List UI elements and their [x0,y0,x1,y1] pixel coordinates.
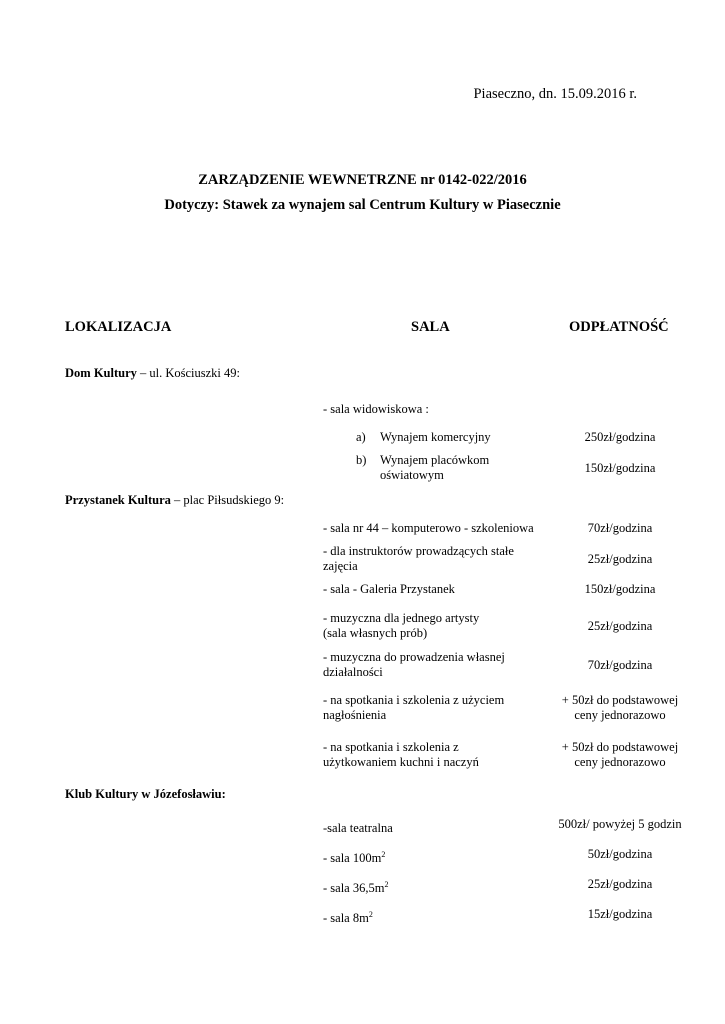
sub-option: Wynajem komercyjny [380,430,491,444]
location-name: Przystanek Kultura [65,493,171,507]
price: 70zł/godzina [587,658,653,672]
price: 70zł/godzina [587,521,653,535]
price: 15zł/godzina [587,907,653,921]
price: + 50zł do podstawowej ceny jednorazowo [561,740,679,769]
room-item: - muzyczna dla jednego artysty (sala własnych prób) [323,611,480,640]
sub-letter: a) [356,430,366,444]
location-address: – ul. Kościuszki 49: [136,366,240,380]
header-fee: ODPŁATNOŚĆ [569,319,669,335]
price: 25zł/godzina [587,552,653,566]
room-sala-widowiskowa: - sala widowiskowa : [323,402,429,416]
location-klub-kultury [65,787,226,802]
document-subtitle: Dotyczy: Stawek za wynajem sal Centrum Kultury w Piasecznie [164,197,561,213]
document-title: ZARZĄDZENIE WEWNETRZNE nr 0142-022/2016 [198,172,527,188]
location-name: Klub Kultury w Józefosławiu: [65,787,226,801]
location-przystanek-kultura [65,493,284,508]
price: 50zł/godzina [587,847,653,861]
price: + 50zł do podstawowej ceny jednorazowo [561,693,679,722]
room-item: - sala $8m^2$ [323,910,373,926]
room-item: - dla instruktorów prowadzących stałe zajęcia [323,544,514,573]
price: 150zł/godzina [584,582,656,596]
price: 150zł/godzina [584,461,656,475]
price: 250zł/godzina [584,430,656,444]
sub-option: Wynajem placówkom oświatowym [380,453,490,482]
document-date: Piaseczno, dn. 15.09.2016 r. [473,86,637,102]
location-dom-kultury [65,366,240,381]
header-location: LOKALIZACJA [65,319,172,335]
price: 25zł/godzina [587,877,653,891]
room-item: - sala $100m^2$ [323,850,386,866]
room-item: - na spotkania i szkolenia z użyciem nagłośnienia [323,693,505,722]
room-item: - na spotkania i szkolenia z użytkowaniem kuchni i naczyń [323,740,479,769]
room-item: - sala $36,5m^2$ [323,880,389,896]
price: 25zł/godzina [587,619,653,633]
room-item: - sala nr 44 – komputerowo - szkoleniowa [323,521,534,535]
room-item: - muzyczna do prowadzenia własnej działalności [323,650,505,679]
location-address: – plac Piłsudskiego 9: [170,493,285,507]
price: 500zł/ powyżej 5 godzin [558,817,682,831]
header-room: SALA [411,319,450,335]
sub-letter: b) [356,453,367,467]
location-name: Dom Kultury [65,366,137,380]
room-item: - sala - Galeria Przystanek [323,582,455,596]
room-item: -sala teatralna [323,821,393,836]
